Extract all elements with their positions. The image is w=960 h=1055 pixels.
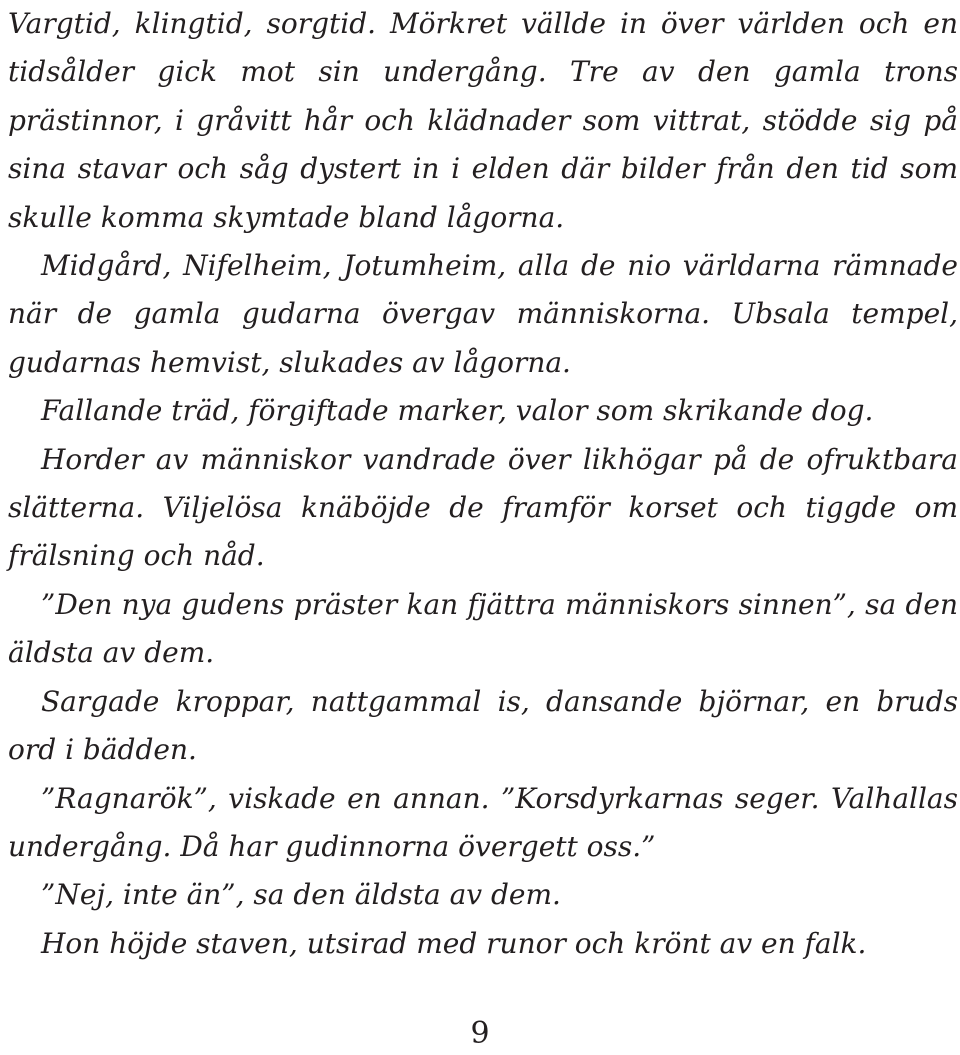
- paragraph-2: Midgård, Nifelheim, Jotumheim, alla de nio världarna rämnade när de gamla gudarna övergav människorna. Ubsala tempel, gudarnas hemvist, slukades av lågorna.: [8, 249, 958, 379]
- paragraph-6: Sargade kroppar, nattgammal is, dansande björnar, en bruds ord i bädden.: [8, 684, 958, 767]
- paragraph-8: ”Nej, inte än”, sa den äldsta av dem.: [41, 878, 561, 912]
- paragraph-5: ”Den nya gudens präster kan fjättra människors sinnen”, sa den äldsta av dem.: [8, 587, 958, 670]
- body-text: [8, 0, 958, 968]
- page-number: 9: [470, 1016, 490, 1051]
- paragraph-7: ”Ragnarök”, viskade en annan. ”Korsdyrkarnas seger. Valhallas undergång. Då har gudinnorna övergett oss.”: [8, 781, 958, 863]
- paragraph-1: Vargtid, klingtid, sorgtid. Mörkret vällde in över världen och en tidsålder gick mot sin undergång. Tre av den gamla trons prästinnor, i gråvitt hår och klädnader som vittrat, stödde sig på sina stavar och såg dystert in i elden där bilder från den tid som skulle komma skymtade bland lågorna.: [8, 7, 958, 234]
- paragraph-3: Fallande träd, förgiftade marker, valor som skrikande dog.: [41, 394, 874, 428]
- paragraph-9: Hon höjde staven, utsirad med runor och krönt av en falk.: [41, 926, 867, 960]
- paragraph-4: Horder av människor vandrade över likhögar på de ofruktbara slätterna. Viljelösa knäböjde de framför korset och tiggde om frälsning och nåd.: [8, 442, 958, 573]
